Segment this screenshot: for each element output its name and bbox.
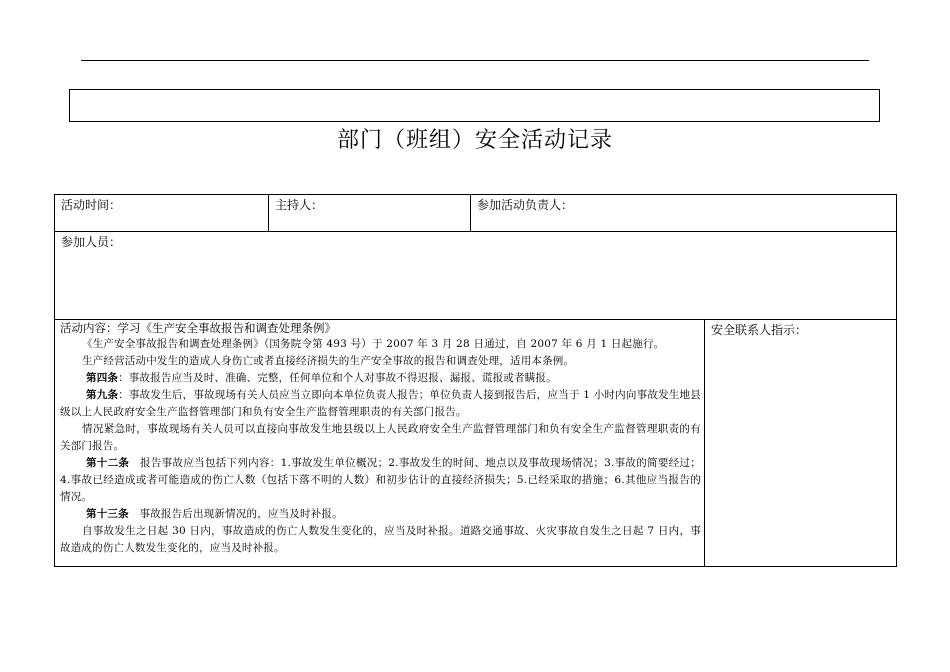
article-9-label: 第九条 — [86, 389, 119, 401]
article-12-text: 报告事故应当包括下列内容：1.事故发生单位概况；2.事故发生的时间、地点以及事故现场情况；3.事故的简要经过；4.事故已经造成或者可能造成的伤亡人数（包括下落不明的人数）和初步估计的直接经济损失；5.已经采取的措施；6.其他应当报告的情况。 — [60, 457, 701, 503]
activity-record-form — [54, 194, 897, 567]
article-12 — [60, 455, 701, 506]
activity-time-label: 活动时间： — [61, 198, 122, 212]
contact-instructions-cell — [705, 320, 896, 566]
host-label: 主持人： — [275, 198, 324, 212]
participants-label: 参加人员： — [61, 235, 122, 249]
activity-time-cell — [55, 195, 269, 232]
participants-cell — [55, 232, 896, 320]
article-13 — [60, 506, 701, 523]
content-paragraph-2: 生产经营活动中发生的造成人身伤亡或者直接经济损失的生产安全事故的报告和调查处理，适用本条例。 — [82, 355, 575, 367]
article-12-label: 第十二条 — [86, 457, 130, 469]
header-rule — [81, 60, 869, 61]
content-paragraph-1: 《生产安全事故报告和调查处理条例》（国务院令第 493 号）于 2007 年 3 月 28 日通过，自 2007 年 6 月 1 日起施行。 — [82, 338, 665, 350]
article-13-text: 事故报告后出现新情况的，应当及时补报。 — [128, 508, 343, 520]
activity-content-cell — [55, 320, 705, 566]
page-title: 部门（班组）安全活动记录 — [336, 128, 613, 153]
content-label: 活动内容：学习《生产安全事故报告和调查处理条例》 — [60, 321, 336, 335]
leader-label: 参加活动负责人： — [477, 198, 574, 212]
article-4-text: ：事故报告应当及时、准确、完整，任何单位和个人对事故不得迟报、漏报、谎报或者瞒报。 — [118, 372, 557, 384]
article-13-label: 第十三条 — [86, 508, 129, 520]
article-9-text: ：事故发生后，事故现场有关人员应当立即向本单位负责人报告；单位负责人接到报告后，应当于 1 小时内向事故发生地县级以上人民政府安全生产监督管理部门和负有安全生产监督管理职责的有关部门报告。 — [60, 389, 701, 418]
article-9 — [60, 387, 701, 421]
article-4-label: 第四条 — [86, 372, 119, 384]
article-4 — [60, 370, 701, 387]
header-box — [69, 89, 880, 122]
leader-cell — [471, 195, 896, 232]
contact-label: 安全联系人指示： — [711, 323, 808, 337]
content-paragraph-5: 情况紧急时，事故现场有关人员可以直接向事故发生地县级以上人民政府安全生产监督管理部门和负有安全生产监督管理职责的有关部门报告。 — [60, 423, 701, 452]
content-paragraph-8: 自事故发生之日起 30 日内，事故造成的伤亡人数发生变化的，应当及时补报。道路交通事故、火灾事故自发生之日起 7 日内，事故造成的伤亡人数发生变化的，应当及时补报。 — [60, 525, 701, 554]
host-cell — [269, 195, 471, 232]
